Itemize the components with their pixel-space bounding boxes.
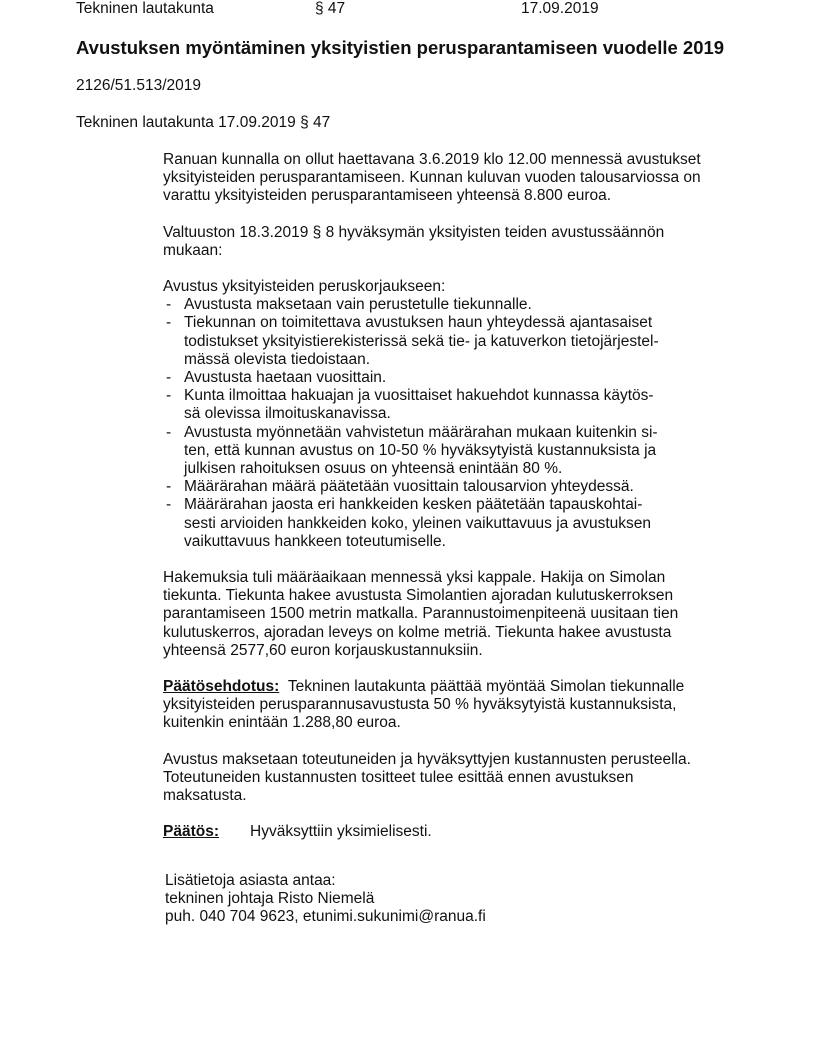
list-item: - Avustusta myönnetään vahvistetun määrärahan mukaan kuitenkin si- ten, että kunnan avustus on 10-50 % hyväksytyistä kustannuksista ja julkisen rahoituksen osuus on yhteensä enintään 80 %. — [166, 423, 658, 478]
proposal-label: Päätösehdotus: — [163, 678, 280, 696]
proposal-text: Tekninen lautakunta päättää myöntää Simolan tiekunnalle — [287, 678, 685, 696]
list-item: - Määrärahan jaosta eri hankkeiden kesken päätetään tapauskohtai- sesti arvioiden hankkeiden koko, yleinen vaikuttavuus ja avustuksen vaikuttavuus hankkeen toteutumiselle. — [166, 496, 651, 550]
contact-details: puh. 040 704 9623, etunimi.sukunimi@ranua.fi — [165, 908, 486, 926]
dash-bullet-icon: - — [166, 387, 172, 405]
decision-text: Hyväksyttiin yksimielisesti. — [250, 823, 432, 841]
dash-bullet-icon: - — [166, 369, 172, 387]
intro-paragraph — [163, 151, 743, 206]
list-heading: Avustus yksityisteiden peruskorjaukseen: — [163, 278, 446, 296]
document-body — [163, 151, 743, 842]
dash-bullet-icon: - — [166, 296, 172, 314]
dash-bullet-icon: - — [166, 478, 172, 496]
text-line: mukaan: — [163, 241, 223, 259]
header-section: § 47 — [315, 0, 346, 17]
proposal-paragraph: Päätösehdotus: Tekninen lautakunta päättää myöntää Simolan tiekunnalle yksityisteiden perusparannusavustusta 50 % hyväksytyistä kustannuksista, kuitenkin enintään 1.288,80 euroa. — [163, 678, 685, 732]
header-date: 17.09.2019 — [521, 0, 599, 17]
list-item: - Avustusta haetaan vuosittain. — [166, 369, 387, 387]
rules-list-section — [163, 278, 743, 551]
rules-list — [163, 296, 743, 551]
contact-person: tekninen johtaja Risto Niemelä — [165, 890, 375, 908]
dash-bullet-icon: - — [166, 423, 172, 441]
case-number: 2126/51.513/2019 — [76, 77, 201, 94]
payment-paragraph: Avustus maksetaan toteutuneiden ja hyväksyttyjen kustannusten perusteella. Toteutuneiden kustannusten tositteet tulee esittää ennen avustuksen maksatusta. — [163, 750, 691, 805]
contact-info — [165, 872, 486, 927]
text-line: yksityisteiden perusparantamiseen. Kunnan kuluvan vuoden talousarviossa on — [163, 169, 701, 187]
list-item: - Määrärahan määrä päätetään vuosittain talousarvion yhteydessä. — [166, 478, 634, 496]
text-line: varattu yksityisteiden perusparantamiseen yhteensä 8.800 euroa. — [163, 187, 612, 205]
text-line: Ranuan kunnalla on ollut haettavana 3.6.2019 klo 12.00 mennessä avustukset — [163, 151, 701, 168]
dash-bullet-icon: - — [166, 314, 172, 332]
decision-label: Päätös: — [163, 823, 219, 841]
dash-bullet-icon: - — [166, 496, 172, 514]
list-item: - Tiekunnan on toimitettava avustuksen haun yhteydessä ajantasaiset todistukset yksityistierekisterissä sekä tie- ja katuverkon tietojärjestel- mässä olevista tiedoistaan. — [166, 314, 659, 368]
text-line: Valtuuston 18.3.2019 § 8 hyväksymän yksityisten teiden avustussäännön — [163, 223, 665, 241]
decision-paragraph — [163, 823, 743, 841]
applications-paragraph: Hakemuksia tuli määräaikaan mennessä yksi kappale. Hakija on Simolan tiekunta. Tiekunta hakee avustusta Simolantien ajoradan kulutuskerroksen parantamiseen 1500 metrin matkalla. Parannustoimenpiteenä uusitaan tien kulutuskerros, ajoradan leveys on kolme metriä. Tiekunta hakee avustusta yhteensä 2577,60 euron korjauskustannuksiin. — [163, 569, 679, 659]
rule-reference-paragraph — [163, 224, 743, 260]
header-committee: Tekninen lautakunta — [76, 0, 214, 17]
list-item: - Avustusta maksetaan vain perustetulle tiekunnalle. — [166, 296, 532, 314]
document-title: Avustuksen myöntäminen yksityistien perusparantamiseen vuodelle 2019 — [76, 37, 725, 58]
contact-heading: Lisätietoja asiasta antaa: — [165, 872, 336, 889]
meeting-reference: Tekninen lautakunta 17.09.2019 § 47 — [76, 114, 331, 131]
list-item: - Kunta ilmoittaa hakuajan ja vuosittaiset hakuehdot kunnassa käytös- sä olevissa ilmoituskanavissa. — [166, 387, 654, 423]
